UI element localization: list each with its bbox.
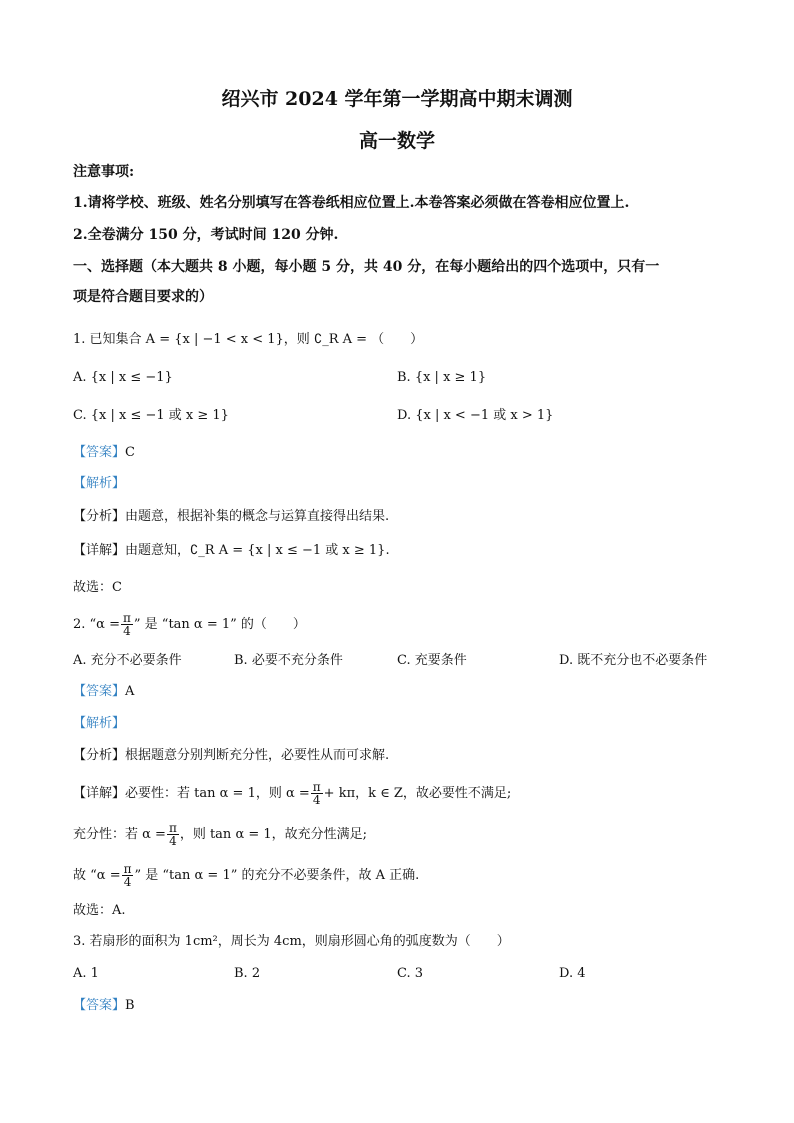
fraction-numerator: π [123, 862, 132, 876]
q1-option-b: B. {x | x ≥ 1} [397, 370, 487, 385]
q3-option-b: B. 2 [234, 966, 261, 981]
q2-sufficiency [73, 822, 367, 847]
q3-option-c: C. 3 [397, 966, 424, 981]
q2-stem-post: ” 是 “tan α = 1” 的（ ） [133, 617, 306, 632]
conclusion-pre: 故 “α = [73, 868, 121, 883]
notice-heading: 注意事项: [73, 164, 135, 180]
q1-option-d: D. {x | x < −1 或 x > 1} [397, 408, 554, 423]
answer-tag: 【答案】 [73, 445, 126, 460]
fenxi-text: 根据题意分别判断充分性，必要性从而可求解. [125, 748, 390, 763]
q1-stem: 1. 已知集合 A = {x | −1 < x < 1}，则 ∁_R A = （ ） [73, 332, 424, 347]
page-subtitle: 高一数学 [358, 130, 435, 152]
xiangjie-tag: 【详解】 [73, 786, 126, 801]
necessity-post: + kπ，k ∈ Z，故必要性不满足; [323, 786, 512, 801]
q2-conclusion [73, 863, 419, 888]
q2-option-b: B. 必要不充分条件 [234, 653, 343, 668]
notice-item-2: 2.全卷满分 150 分，考试时间 120 分钟. [73, 227, 339, 243]
conclusion-post: ” 是 “tan α = 1” 的充分不必要条件，故 A 正确. [134, 868, 420, 883]
q1-analysis-tag: 【解析】 [73, 476, 126, 491]
q2-answer [73, 682, 134, 702]
answer-value: B [125, 998, 135, 1013]
fraction-denominator: 4 [123, 875, 132, 889]
q3-option-d: D. 4 [559, 966, 586, 981]
necessity-fraction [311, 781, 323, 806]
q2-stem-fraction [121, 612, 133, 637]
q1-option-c: C. {x | x ≤ −1 或 x ≥ 1} [73, 408, 229, 423]
fraction-numerator: π [168, 821, 177, 835]
page-title: 绍兴市 2024 学年第一学期高中期末调测 [221, 88, 573, 110]
q1-option-a: A. {x | x ≤ −1} [73, 370, 173, 385]
q1-choice: 故选：C [73, 580, 122, 595]
answer-value: A [125, 684, 135, 699]
answer-tag: 【答案】 [73, 998, 126, 1013]
xiangjie-tag: 【详解】 [73, 543, 126, 558]
q3-answer [73, 996, 135, 1016]
conclusion-fraction [122, 863, 134, 888]
q2-stem-pre: 2. “α = [73, 617, 120, 632]
fenxi-tag: 【分析】 [73, 509, 126, 524]
answer-value: C [125, 445, 135, 460]
q3-stem: 3. 若扇形的面积为 1cm²，周长为 4cm，则扇形圆心角的弧度数为（ ） [73, 934, 510, 949]
xiangjie-text: 由题意知，∁_R A = {x | x ≤ −1 或 x ≥ 1}. [125, 543, 390, 558]
q2-choice: 故选：A. [73, 903, 126, 918]
q1-xiangjie [73, 541, 390, 561]
q2-fenxi [73, 746, 389, 766]
q2-option-c: C. 充要条件 [397, 653, 467, 668]
q2-necessity [73, 781, 511, 806]
q2-option-a: A. 充分不必要条件 [73, 653, 182, 668]
necessity-pre: 必要性：若 tan α = 1，则 α = [125, 786, 310, 801]
q2-option-d: D. 既不充分也不必要条件 [559, 653, 708, 668]
q2-stem [73, 612, 306, 637]
notice-item-1: 1.请将学校、班级、姓名分别填写在答卷纸相应位置上.本卷答案必须做在答卷相应位置上. [73, 195, 630, 211]
q2-analysis-tag: 【解析】 [73, 716, 126, 731]
section-heading-line2: 项是符合题目要求的） [73, 289, 213, 305]
q3-option-a: A. 1 [73, 966, 99, 981]
fraction-denominator: 4 [312, 793, 321, 807]
q1-answer [73, 443, 135, 463]
sufficiency-fraction [167, 822, 179, 847]
fraction-denominator: 4 [123, 624, 131, 638]
sufficiency-post: ，则 tan α = 1，故充分性满足; [179, 827, 368, 842]
section-heading-line1: 一、选择题（本大题共 8 小题，每小题 5 分，共 40 分，在每小题给出的四个选项中，只有一 [73, 259, 660, 275]
fenxi-tag: 【分析】 [73, 748, 126, 763]
answer-tag: 【答案】 [73, 684, 126, 699]
fraction-numerator: π [123, 611, 131, 625]
fraction-numerator: π [312, 780, 321, 794]
q1-fenxi [73, 507, 389, 527]
fraction-denominator: 4 [169, 834, 177, 848]
sufficiency-pre: 充分性：若 α = [73, 827, 166, 842]
fenxi-text: 由题意，根据补集的概念与运算直接得出结果. [125, 509, 390, 524]
